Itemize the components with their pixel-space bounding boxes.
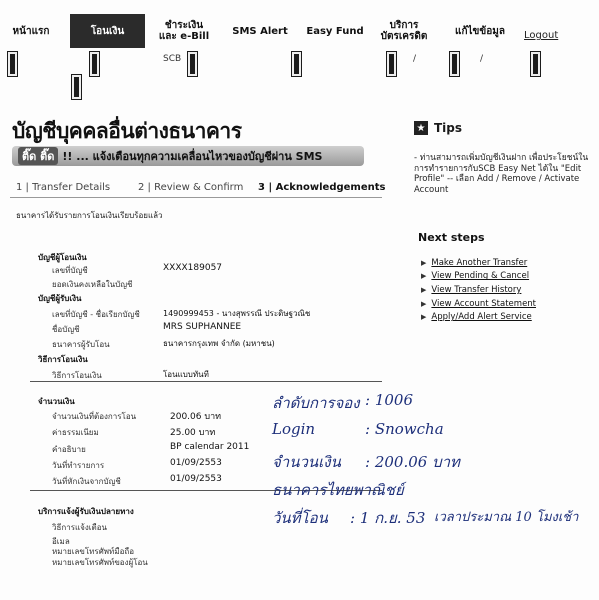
make-another-transfer-link[interactable]: Make Another Transfer — [431, 257, 528, 268]
from-heading: บัญชีผู้โอนเงิน — [38, 253, 87, 262]
notify-heading: บริการแจ้งผู้รับเงินปลายทาง — [38, 507, 134, 516]
list-item — [421, 270, 536, 284]
tips-title: Tips — [434, 121, 463, 135]
tips-text: - ท่านสามารถเพิ่มบัญชีเงินฝาก เพื่อประโยชน์ในการทำรายการกับSCB Easy Net ได้ใน "Edit Profile" -- เลือก Add / Remove / Activate Account — [414, 153, 589, 195]
notify-mobile-label: หมายเลขโทรศัพท์มือถือ — [52, 547, 135, 556]
method-value: โอนแบบทันที — [163, 370, 209, 379]
handwritten-booking-label: ลำดับการจอง — [272, 394, 360, 412]
divider — [10, 197, 382, 198]
main-nav — [0, 14, 599, 48]
next-steps-title: Next steps — [418, 231, 485, 244]
subnav-marker — [72, 75, 81, 99]
arrow-right-icon: ▶ — [421, 299, 427, 308]
next-steps-list — [421, 256, 536, 324]
transaction-date-label: วันที่ทำรายการ — [52, 461, 105, 470]
handwritten-booking-value: : 1006 — [365, 391, 413, 409]
from-account-value: XXXX189057 — [163, 263, 223, 273]
amount-value: 200.06 บาท — [170, 412, 222, 422]
subnav-marker — [188, 52, 197, 76]
notify-method-label: วิธีการแจ้งเตือน — [52, 523, 107, 532]
fee-value: 25.00 บาท — [170, 428, 216, 438]
view-pending-cancel-link[interactable]: View Pending & Cancel — [431, 271, 530, 282]
subnav-marker — [450, 52, 459, 76]
description-label: คำอธิบาย — [52, 445, 86, 454]
handwritten-amount-value: : 200.06 บาท — [365, 453, 460, 471]
view-account-statement-link[interactable]: View Account Statement — [431, 298, 537, 309]
to-bank-label: ธนาคารผู้รับโอน — [52, 340, 110, 349]
subnav-scb[interactable]: SCB — [163, 54, 182, 64]
subnav-marker — [8, 52, 17, 76]
tab-easy-fund[interactable]: Easy Fund — [306, 25, 364, 37]
subnav-marker — [387, 52, 396, 76]
handwritten-login-value: : Snowcha — [365, 420, 444, 438]
tab-sms-alert[interactable]: SMS Alert — [232, 25, 288, 37]
to-heading: บัญชีผู้รับเงิน — [38, 294, 82, 303]
amount-heading: จำนวนเงิน — [38, 397, 75, 406]
step-2: 2 | Review & Confirm — [138, 182, 244, 193]
banner-badge: ติ๊ด ติ๊ด — [18, 147, 58, 165]
page-title: บัญชีบุคคลอื่นต่างธนาคาร — [12, 119, 242, 143]
tips-header — [414, 121, 462, 135]
subnav-separator: / — [480, 54, 484, 64]
arrow-right-icon: ▶ — [421, 258, 427, 267]
tab-transfer[interactable]: โอนเงิน — [70, 14, 145, 48]
to-account-label: เลขที่บัญชี - ชื่อเรียกบัญชี — [52, 310, 140, 319]
debit-date-label: วันที่หักเงินจากบัญชี — [52, 477, 121, 486]
handwritten-date-value: : 1 ก.ย. 53 — [350, 509, 426, 527]
logout-link[interactable]: Logout — [524, 30, 559, 41]
arrow-right-icon: ▶ — [421, 285, 427, 294]
subnav-marker — [531, 52, 540, 76]
apply-alert-service-link[interactable]: Apply/Add Alert Service — [431, 312, 532, 323]
banner-text: !! ... แจ้งเตือนทุกความเคลื่อนไหวของบัญชีผ่าน SMS — [62, 150, 323, 163]
list-item — [421, 283, 536, 297]
handwritten-login-label: Login — [272, 420, 316, 438]
notify-email-label: อีเมล — [52, 537, 70, 546]
tab-home[interactable]: หน้าแรก — [12, 25, 50, 37]
method-label: วิธีการโอนเงิน — [52, 371, 102, 380]
handwritten-bank: ธนาคารไทยพาณิชย์ — [272, 481, 404, 499]
amount-label: จำนวนเงินที่ต้องการโอน — [52, 412, 137, 421]
method-heading: วิธีการโอนเงิน — [38, 355, 88, 364]
tab-payment[interactable]: ชำระเงิน และ e-Bill — [158, 20, 210, 42]
step-3: 3 | Acknowledgements — [258, 182, 386, 193]
to-name-value: MRS SUPHANNEE — [163, 322, 242, 332]
arrow-right-icon: ▶ — [421, 272, 427, 281]
subnav-marker — [292, 52, 301, 76]
success-message: ธนาคารได้รับรายการโอนเงินเรียบร้อยแล้ว — [16, 211, 163, 220]
arrow-right-icon: ▶ — [421, 313, 427, 322]
notify-sender-phone-label: หมายเลขโทรศัพท์ของผู้โอน — [52, 558, 148, 567]
step-1: 1 | Transfer Details — [16, 182, 111, 193]
handwritten-time: เวลาประมาณ 10 โมงเช้า — [434, 510, 579, 525]
to-name-label: ชื่อบัญชี — [52, 325, 80, 334]
fee-label: ค่าธรรมเนียม — [52, 428, 99, 437]
to-bank-value: ธนาคารกรุงเทพ จำกัด (มหาชน) — [163, 339, 275, 348]
description-value: BP calendar 2011 — [170, 442, 250, 452]
list-item — [421, 297, 536, 311]
handwritten-amount-label: จำนวนเงิน — [272, 453, 341, 471]
to-account-value: 1490999453 - นางสุพรรณี ประดิษฐวณิช — [163, 309, 311, 318]
list-item — [421, 310, 536, 324]
balance-label: ยอดเงินคงเหลือในบัญชี — [52, 280, 133, 289]
subnav-separator: / — [413, 54, 417, 64]
subnav-marker — [90, 52, 99, 76]
tab-credit-card[interactable]: บริการ บัตรเครดิต — [380, 20, 428, 42]
transaction-date-value: 01/09/2553 — [170, 458, 222, 468]
from-account-label: เลขที่บัญชี — [52, 266, 88, 275]
tab-edit-profile[interactable]: แก้ไขข้อมูล — [455, 25, 505, 37]
handwritten-date-label: วันที่โอน — [272, 509, 328, 527]
star-icon: ★ — [414, 121, 428, 135]
sms-banner[interactable] — [12, 146, 364, 166]
list-item — [421, 256, 536, 270]
view-transfer-history-link[interactable]: View Transfer History — [431, 284, 522, 295]
debit-date-value: 01/09/2553 — [170, 474, 222, 484]
